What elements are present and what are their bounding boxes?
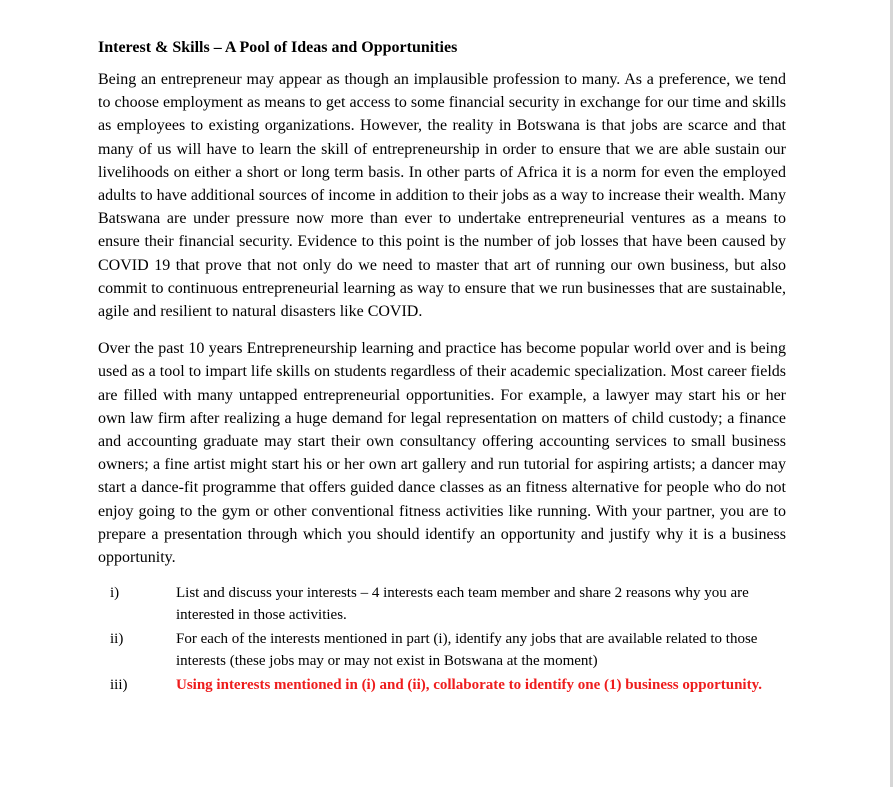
task-marker: i) (110, 585, 120, 602)
task-marker: ii) (110, 631, 124, 648)
task-marker: iii) (110, 677, 128, 694)
task-item-i (110, 583, 786, 626)
task-text-highlighted: Using interests mentioned in (i) and (ii), collaborate to identify one (1) business opportunity. (176, 677, 763, 694)
task-item-ii (110, 629, 786, 672)
document-title: Interest & Skills – A Pool of Ideas and Opportunities (98, 39, 458, 56)
task-list (110, 583, 786, 697)
paragraph-entrepreneurship-intro: Being an entrepreneur may appear as though an implausible profession to many. As a preference, we tend to choose employment as means to get access to some financial security in exchange for our time and skills as employees to existing organizations. However, the reality in Botswana is that jobs are scarce and that many of us will have to learn the skill of entrepreneurship in order to ensure that we are able sustain our livelihoods on either a short or long term basis. In other parts of Africa it is a norm for even the employed adults to have additional sources of income in addition to their jobs as a way to increase their wealth. Many Batswana are under pressure now more than ever to undertake entrepreneurial ventures as a means to ensure their financial security. Evidence to this point is the number of job losses that have been caused by COVID 19 that prove that not only do we need to master that art of running our own business, but also commit to continuous entrepreneurial learning as way to ensure that we run businesses that are sustainable, agile and resilient to natural disasters like COVID. (98, 71, 786, 321)
task-item-iii (110, 675, 786, 697)
paragraph-entrepreneurship-learning: Over the past 10 years Entrepreneurship learning and practice has become popular world over and is being used as a tool to impart life skills on students regardless of their academic specialization. Most career fields are filled with many untapped entrepreneurial opportunities. For example, a lawyer may start his or her own law firm after realizing a huge demand for legal representation on matters of child custody; a finance and accounting graduate may start their own consultancy offering accounting services to small business owners; a fine artist might start his or her own art gallery and run tutorial for aspiring artists; a dancer may start a dance-fit programme that offers guided dance classes as an fitness alternative for people who do not enjoy going to the gym or other conventional fitness activities like running. With your partner, you are to prepare a presentation through which you should identify an opportunity and justify why it is a business opportunity. (98, 340, 786, 567)
task-text: For each of the interests mentioned in part (i), identify any jobs that are available related to those interests (these jobs may or may not exist in Botswana at the moment) (176, 631, 758, 669)
task-text: List and discuss your interests – 4 interests each team member and share 2 reasons why you are interested in those activities. (176, 585, 749, 623)
document-content (98, 36, 786, 700)
